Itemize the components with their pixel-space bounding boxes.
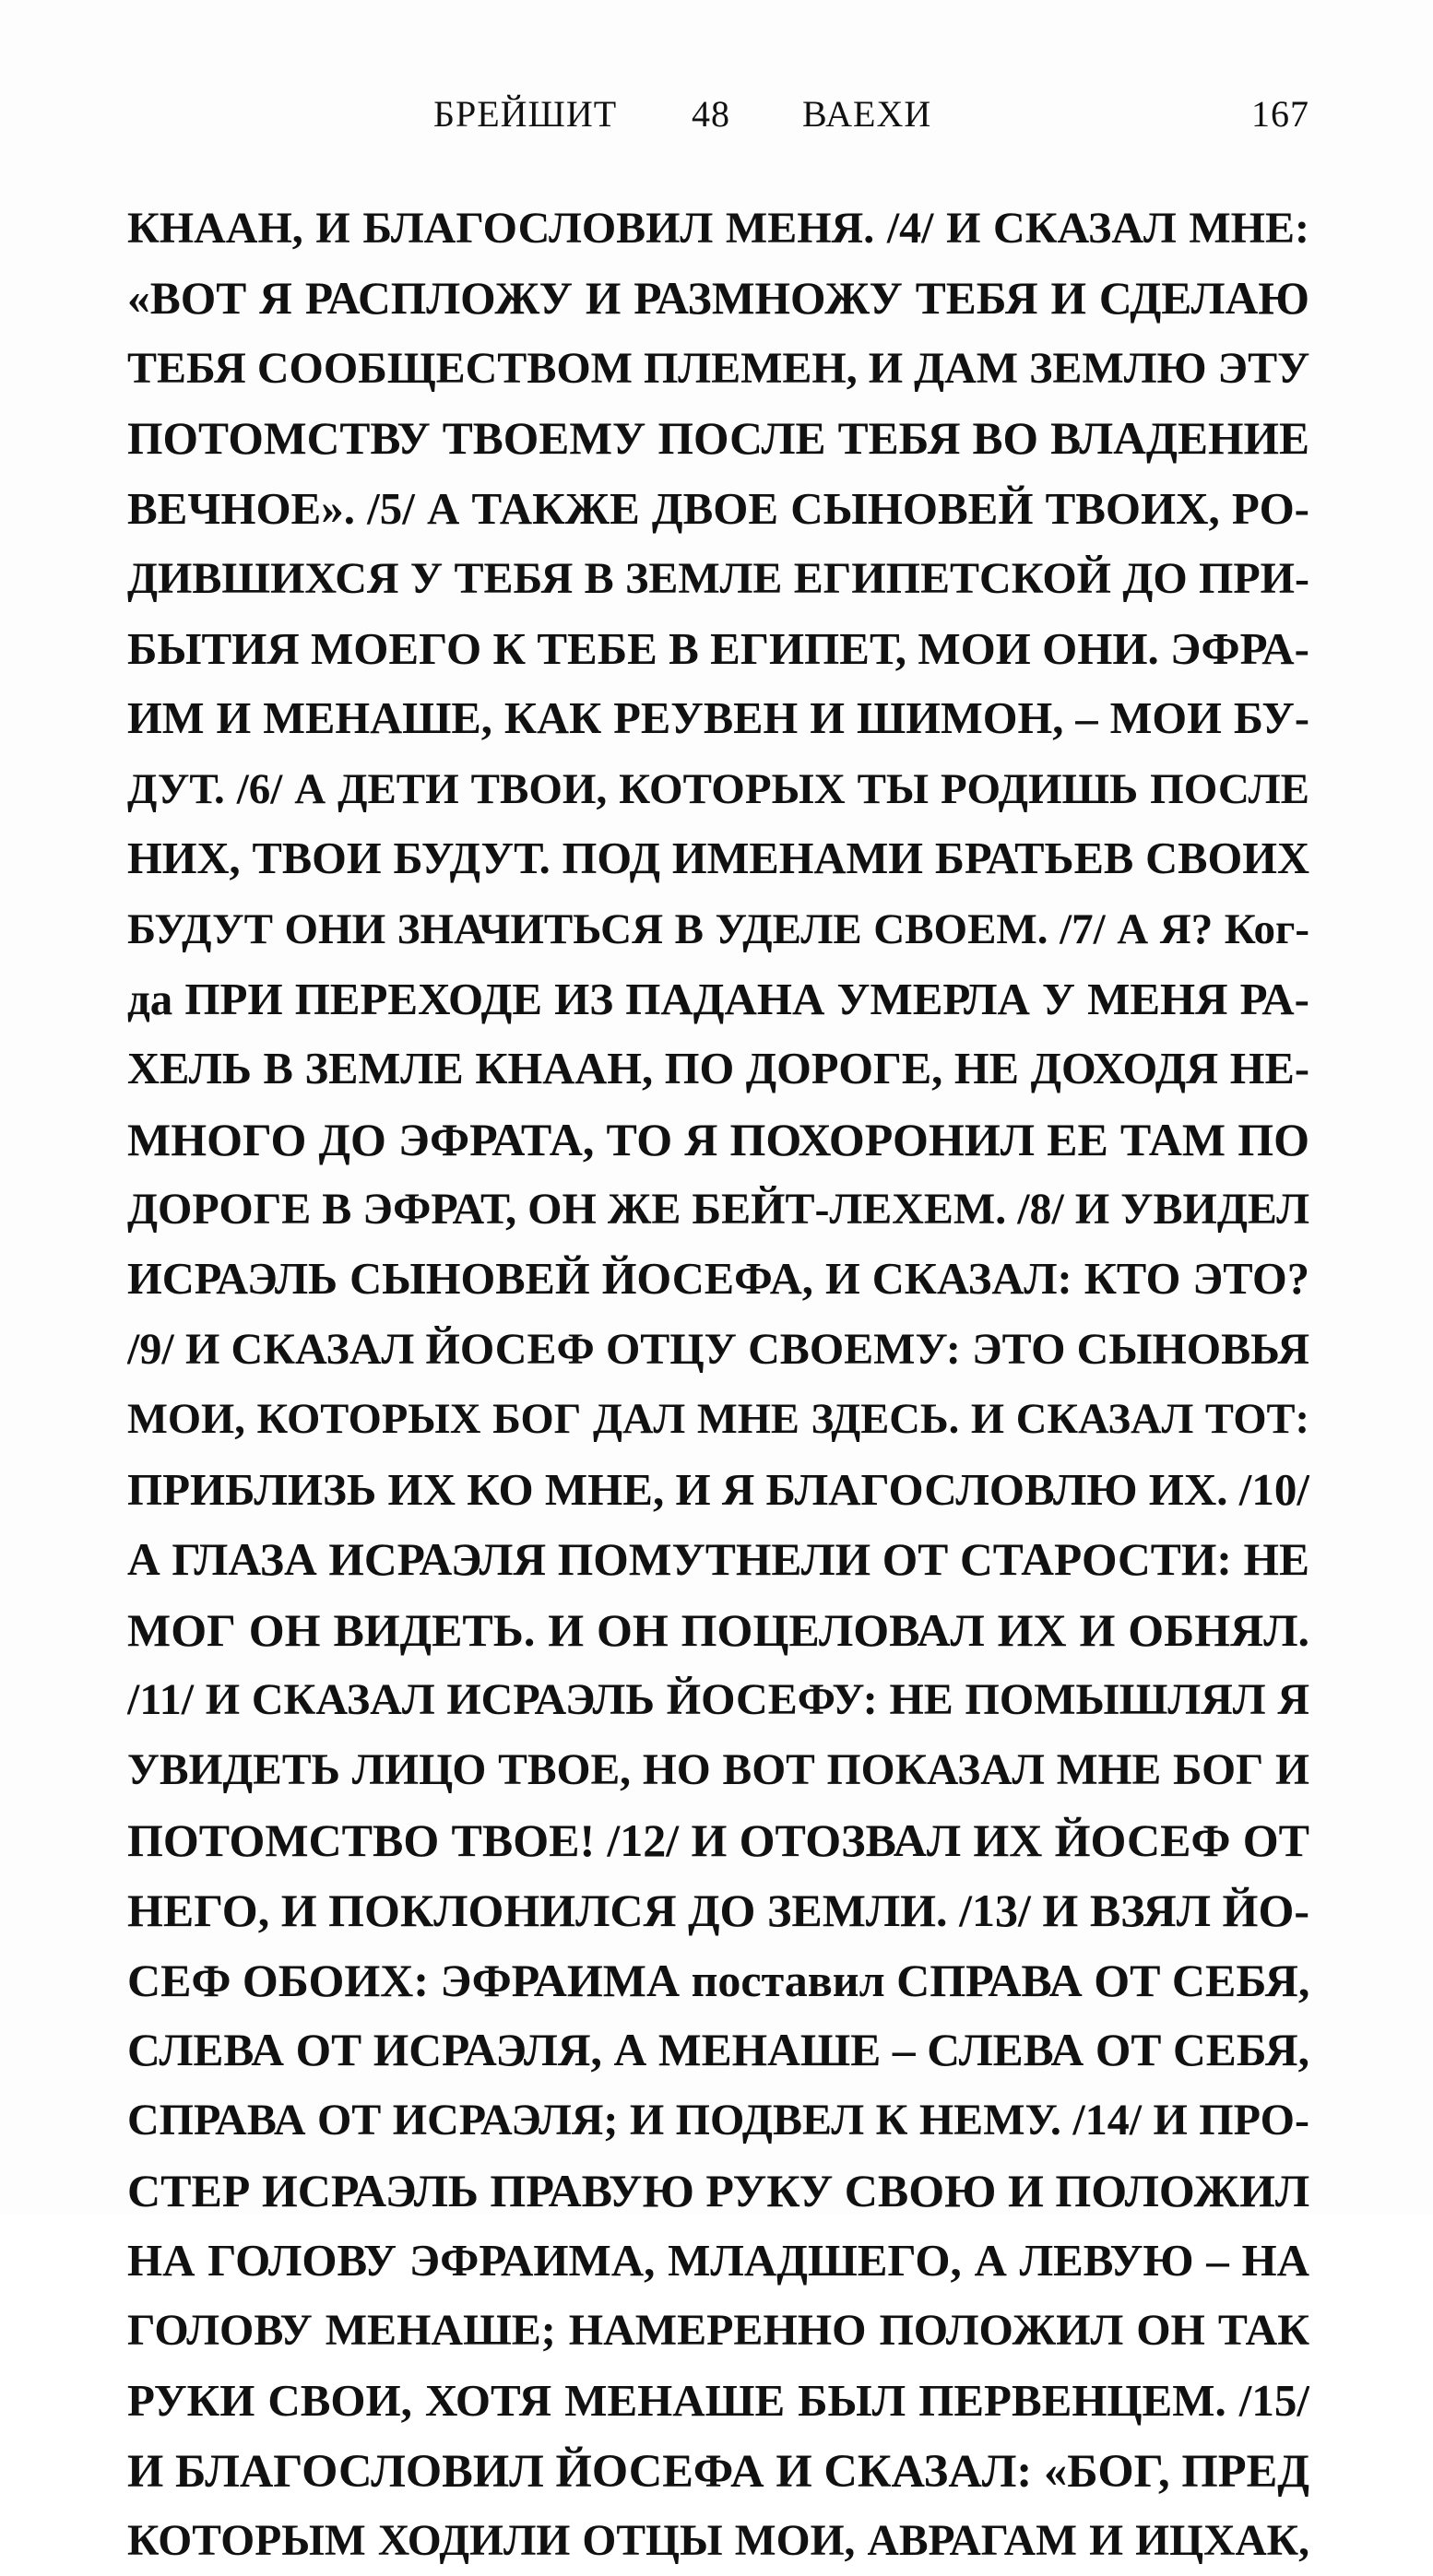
text-line: СЛЕВА ОТ ИСРАЭЛЯ, А МЕНАШЕ – СЛЕВА ОТ СЕБЯ, [127, 2025, 1309, 2075]
text-line: А ГЛАЗА ИСРАЭЛЯ ПОМУТНЕЛИ ОТ СТАРОСТИ: НЕ [127, 1534, 1309, 1585]
text-line: ПОТОМСТВО ТВОЕ! /12/ И ОТОЗВАЛ ИХ ЙОСЕФ ОТ [127, 1814, 1309, 1866]
text-line: И БЛАГОСЛОВИЛ ЙОСЕФА И СКАЗАЛ: «БОГ, ПРЕД [127, 2445, 1309, 2497]
text-line: ХЕЛЬ В ЗЕМЛЕ КНААН, ПО ДОРОГЕ, НЕ ДОХОДЯ НЕ- [127, 1045, 1309, 1093]
text-line: ИМ И МЕНАШЕ, КАК РЕУВЕН И ШИМОН, – МОИ БУ- [127, 694, 1309, 743]
text-line: ДИВШИХСЯ У ТЕБЯ В ЗЕМЛЕ ЕГИПЕТСКОЙ ДО ПРИ- [127, 554, 1309, 603]
text-line: БЫТИЯ МОЕГО К ТЕБЕ В ЕГИПЕТ, МОИ ОНИ. ЭФРА- [127, 623, 1309, 674]
text-line: ВЕЧНОЕ». /5/ А ТАКЖЕ ДВОЕ СЫНОВЕЙ ТВОИХ, РО- [127, 483, 1309, 534]
text-line: /11/ И СКАЗАЛ ИСРАЭЛЬ ЙОСЕФУ: НЕ ПОМЫШЛЯЛ Я [127, 1675, 1309, 1724]
text-line: ИСРАЭЛЬ СЫНОВЕЙ ЙОСЕФА, И СКАЗАЛ: КТО ЭТО? [127, 1255, 1309, 1304]
text-line: ТЕБЯ СООБЩЕСТВОМ ПЛЕМЕН, И ДАМ ЗЕМЛЮ ЭТУ [127, 344, 1309, 393]
body-text [127, 194, 1309, 2576]
text-line: НЕГО, И ПОКЛОНИЛСЯ ДО ЗЕМЛИ. /13/ И ВЗЯЛ ЙО- [127, 1885, 1309, 1936]
text-line: ПРИБЛИЗЬ ИХ КО МНЕ, И Я БЛАГОСЛОВЛЮ ИХ. /10/ [127, 1464, 1309, 1515]
text-line: СТЕР ИСРАЭЛЬ ПРАВУЮ РУКУ СВОЮ И ПОЛОЖИЛ [127, 2165, 1309, 2216]
text-line: НА ГОЛОВУ ЭФРАИМА, МЛАДШЕГО, А ЛЕВУЮ – НА [127, 2235, 1309, 2286]
text-line: ДОРОГЕ В ЭФРАТ, ОН ЖЕ БЕЙТ-ЛЕХЕМ. /8/ И УВИДЕЛ [127, 1185, 1309, 1234]
text-line: ПОТОМСТВУ ТВОЕМУ ПОСЛЕ ТЕБЯ ВО ВЛАДЕНИЕ [127, 413, 1309, 464]
book-title: БРЕЙШИТ [433, 93, 618, 135]
text-line: БУДУТ ОНИ ЗНАЧИТЬСЯ В УДЕЛЕ СВОЕМ. /7/ А Я? Ког- [127, 905, 1309, 953]
text-line: СПРАВА ОТ ИСРАЭЛЯ; И ПОДВЕЛ К НЕМУ. /14/ И ПРО- [127, 2096, 1309, 2145]
chapter-number: 48 [692, 93, 730, 135]
text-line: МОИ, КОТОРЫХ БОГ ДАЛ МНЕ ЗДЕСЬ. И СКАЗАЛ ТОТ: [127, 1396, 1309, 1443]
text-line: СЕФ ОБОИХ: ЭФРАИМА поставил СПРАВА ОТ СЕБЯ, [127, 1955, 1309, 2006]
text-line: ГОЛОВУ МЕНАШЕ; НАМЕРЕННО ПОЛОЖИЛ ОН ТАК [127, 2306, 1309, 2355]
text-line: МНОГО ДО ЭФРАТА, ТО Я ПОХОРОНИЛ ЕЕ ТАМ ПО [127, 1114, 1309, 1165]
text-line: «ВОТ Я РАСПЛОЖУ И РАЗМНОЖУ ТЕБЯ И СДЕЛАЮ [127, 273, 1309, 324]
text-line: /9/ И СКАЗАЛ ЙОСЕФ ОТЦУ СВОЕМУ: ЭТО СЫНОВЬЯ [127, 1325, 1309, 1374]
text-line: НИХ, ТВОИ БУДУТ. ПОД ИМЕНАМИ БРАТЬЕВ СВОИХ [127, 834, 1309, 883]
portion-title: ВАЕХИ [802, 93, 932, 135]
text-line: да ПРИ ПЕРЕХОДЕ ИЗ ПАДАНА УМЕРЛА У МЕНЯ РА- [127, 974, 1309, 1024]
running-head [127, 92, 1309, 148]
text-line: ДУТ. /6/ А ДЕТИ ТВОИ, КОТОРЫХ ТЫ РОДИШЬ ПОСЛЕ [127, 765, 1309, 813]
text-line: РУКИ СВОИ, ХОТЯ МЕНАШЕ БЫЛ ПЕРВЕНЦЕМ. /15/ [127, 2375, 1309, 2426]
text-line: КОТОРЫМ ХОДИЛИ ОТЦЫ МОИ, АВРАГАМ И ИЦХАК, [127, 2517, 1309, 2565]
page-number: 167 [1251, 93, 1309, 135]
text-line: КНААН, И БЛАГОСЛОВИЛ МЕНЯ. /4/ И СКАЗАЛ МНЕ: [127, 204, 1309, 253]
text-line: УВИДЕТЬ ЛИЦО ТВОЕ, НО ВОТ ПОКАЗАЛ МНЕ БОГ И [127, 1746, 1309, 1794]
text-line: МОГ ОН ВИДЕТЬ. И ОН ПОЦЕЛОВАЛ ИХ И ОБНЯЛ. [127, 1604, 1309, 1656]
